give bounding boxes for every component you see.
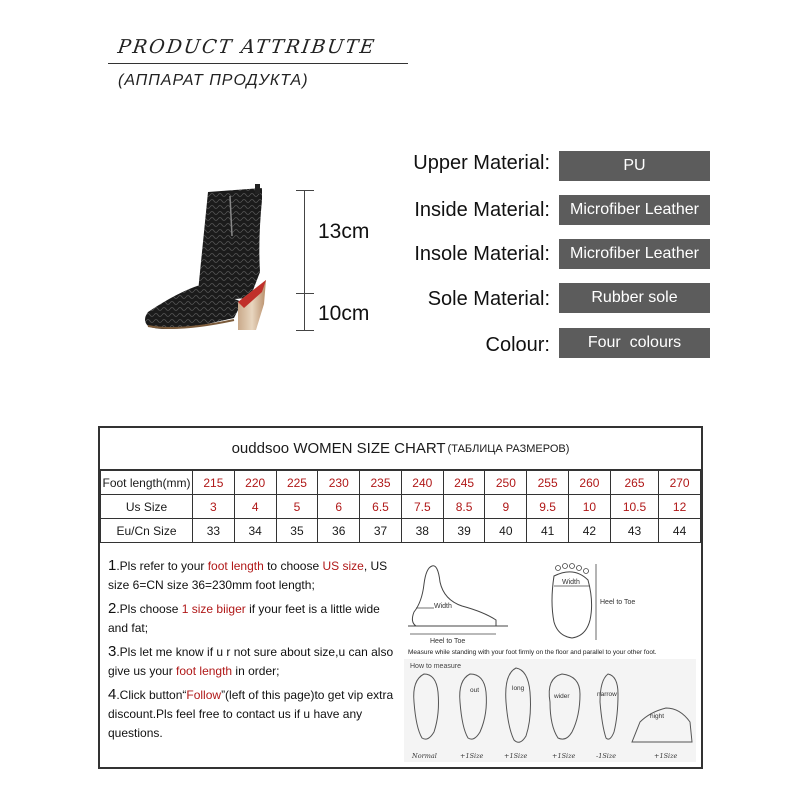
size-notes (108, 556, 396, 747)
size-cell: 10.5 (610, 495, 658, 519)
measure-caption: Measure while standing with your foot firmly on the floor and parallel to your other foot. (408, 649, 657, 656)
size-cell: 6.5 (360, 495, 402, 519)
dim-tick-mid (296, 293, 314, 294)
note-3: 3.Pls let me know if u r not sure about size,u can also give us your foot length in order; (108, 643, 394, 678)
heel-to-toe-label-2: Heel to Toe (600, 599, 636, 606)
size-cell: 3 (193, 495, 235, 519)
size-cell: 44 (659, 519, 701, 543)
size-cell: 265 (610, 471, 658, 495)
size-cell: 260 (569, 471, 611, 495)
size-row-label: Us Size (101, 495, 193, 519)
attr-insole-value: Microfiber Leather (559, 239, 710, 269)
width-label-1: Width (434, 603, 452, 610)
size-cell: 10 (569, 495, 611, 519)
foot-label-narrow: -1Size (596, 752, 617, 760)
note-2: 2.Pls choose 1 size biiger if your feet is a little wide and fat; (108, 600, 380, 635)
how-to-measure-label: How to measure (410, 663, 461, 670)
attr-colour-label: Colour: (485, 334, 550, 356)
size-cell: 245 (443, 471, 485, 495)
title-underline (108, 63, 408, 64)
size-cell: 5 (276, 495, 318, 519)
narrow-label: narrow (597, 691, 617, 698)
page-subtitle: (АППАРАТ ПРОДУКТА) (118, 72, 309, 89)
size-cell: 42 (569, 519, 611, 543)
size-cell: 4 (234, 495, 276, 519)
size-row-label: Foot length(mm) (101, 471, 193, 495)
size-cell: 6 (318, 495, 360, 519)
shaft-height-line (304, 190, 305, 293)
size-row-label: Eu/Cn Size (101, 519, 193, 543)
size-row (101, 471, 701, 495)
size-cell: 235 (360, 471, 402, 495)
size-cell: 41 (527, 519, 569, 543)
attr-sole-value: Rubber sole (559, 283, 710, 313)
size-cell: 215 (193, 471, 235, 495)
size-row (101, 495, 701, 519)
size-cell: 40 (485, 519, 527, 543)
size-cell: 7.5 (401, 495, 443, 519)
note-1: 1.Pls refer to your foot length to choose US size, US size 6=CN size 36=230mm foot length; (108, 557, 388, 592)
attr-insole-label: Insole Material: (414, 243, 550, 265)
hight-label: hight (650, 713, 665, 720)
boot-image (138, 180, 288, 340)
size-cell: 225 (276, 471, 318, 495)
size-cell: 8.5 (443, 495, 485, 519)
size-cell: 36 (318, 519, 360, 543)
measure-diagram (404, 562, 696, 762)
attr-upper-label: Upper Material: (413, 152, 550, 174)
size-chart-title-ru: (ТАБЛИЦА РАЗМЕРОВ) (447, 442, 570, 455)
attr-upper-value: PU (559, 151, 710, 181)
foot-label-high: +1Size (654, 752, 678, 760)
size-cell: 35 (276, 519, 318, 543)
heel-height-line (304, 294, 305, 330)
size-chart-title (100, 428, 701, 470)
attr-inside-value: Microfiber Leather (559, 195, 710, 225)
size-cell: 240 (401, 471, 443, 495)
dim-tick-top (296, 190, 314, 191)
attr-colour-value: Four colours (559, 328, 710, 358)
size-cell: 9.5 (527, 495, 569, 519)
attr-sole-label: Sole Material: (427, 288, 550, 310)
out-label: out (470, 687, 480, 694)
size-cell: 43 (610, 519, 658, 543)
side-foot-icon (412, 566, 496, 626)
size-cell: 39 (443, 519, 485, 543)
size-cell: 255 (527, 471, 569, 495)
foot-label-normal: Normal (412, 752, 437, 760)
dim-tick-bottom (296, 330, 314, 331)
size-cell: 33 (193, 519, 235, 543)
foot-label-long: +1Size (504, 752, 528, 760)
wider-label: wider (554, 693, 570, 700)
size-cell: 12 (659, 495, 701, 519)
size-chart (98, 426, 703, 769)
foot-label-wide: +1Size (552, 752, 576, 760)
size-table (100, 470, 701, 543)
long-label: long (512, 685, 525, 692)
heel-to-toe-label-1: Heel to Toe (430, 638, 466, 645)
size-cell: 220 (234, 471, 276, 495)
size-cell: 37 (360, 519, 402, 543)
shaft-height-label: 13cm (318, 220, 370, 243)
size-cell: 270 (659, 471, 701, 495)
size-row (101, 519, 701, 543)
page-title: PRODUCT ATTRIBUTE (116, 36, 378, 58)
size-cell: 230 (318, 471, 360, 495)
width-label-2: Width (562, 579, 580, 586)
size-cell: 9 (485, 495, 527, 519)
size-cell: 34 (234, 519, 276, 543)
attr-inside-label: Inside Material: (414, 199, 550, 221)
heel-height-label: 10cm (318, 302, 370, 325)
size-cell: 38 (401, 519, 443, 543)
note-4: 4.Click button“Follow”(left of this page)to get vip extra discount.Pls feel free to contact us if u have any questions. (108, 686, 394, 740)
size-chart-title-main: ouddsoo WOMEN SIZE CHART (231, 440, 446, 457)
size-cell: 250 (485, 471, 527, 495)
foot-label-out: +1Size (460, 752, 484, 760)
